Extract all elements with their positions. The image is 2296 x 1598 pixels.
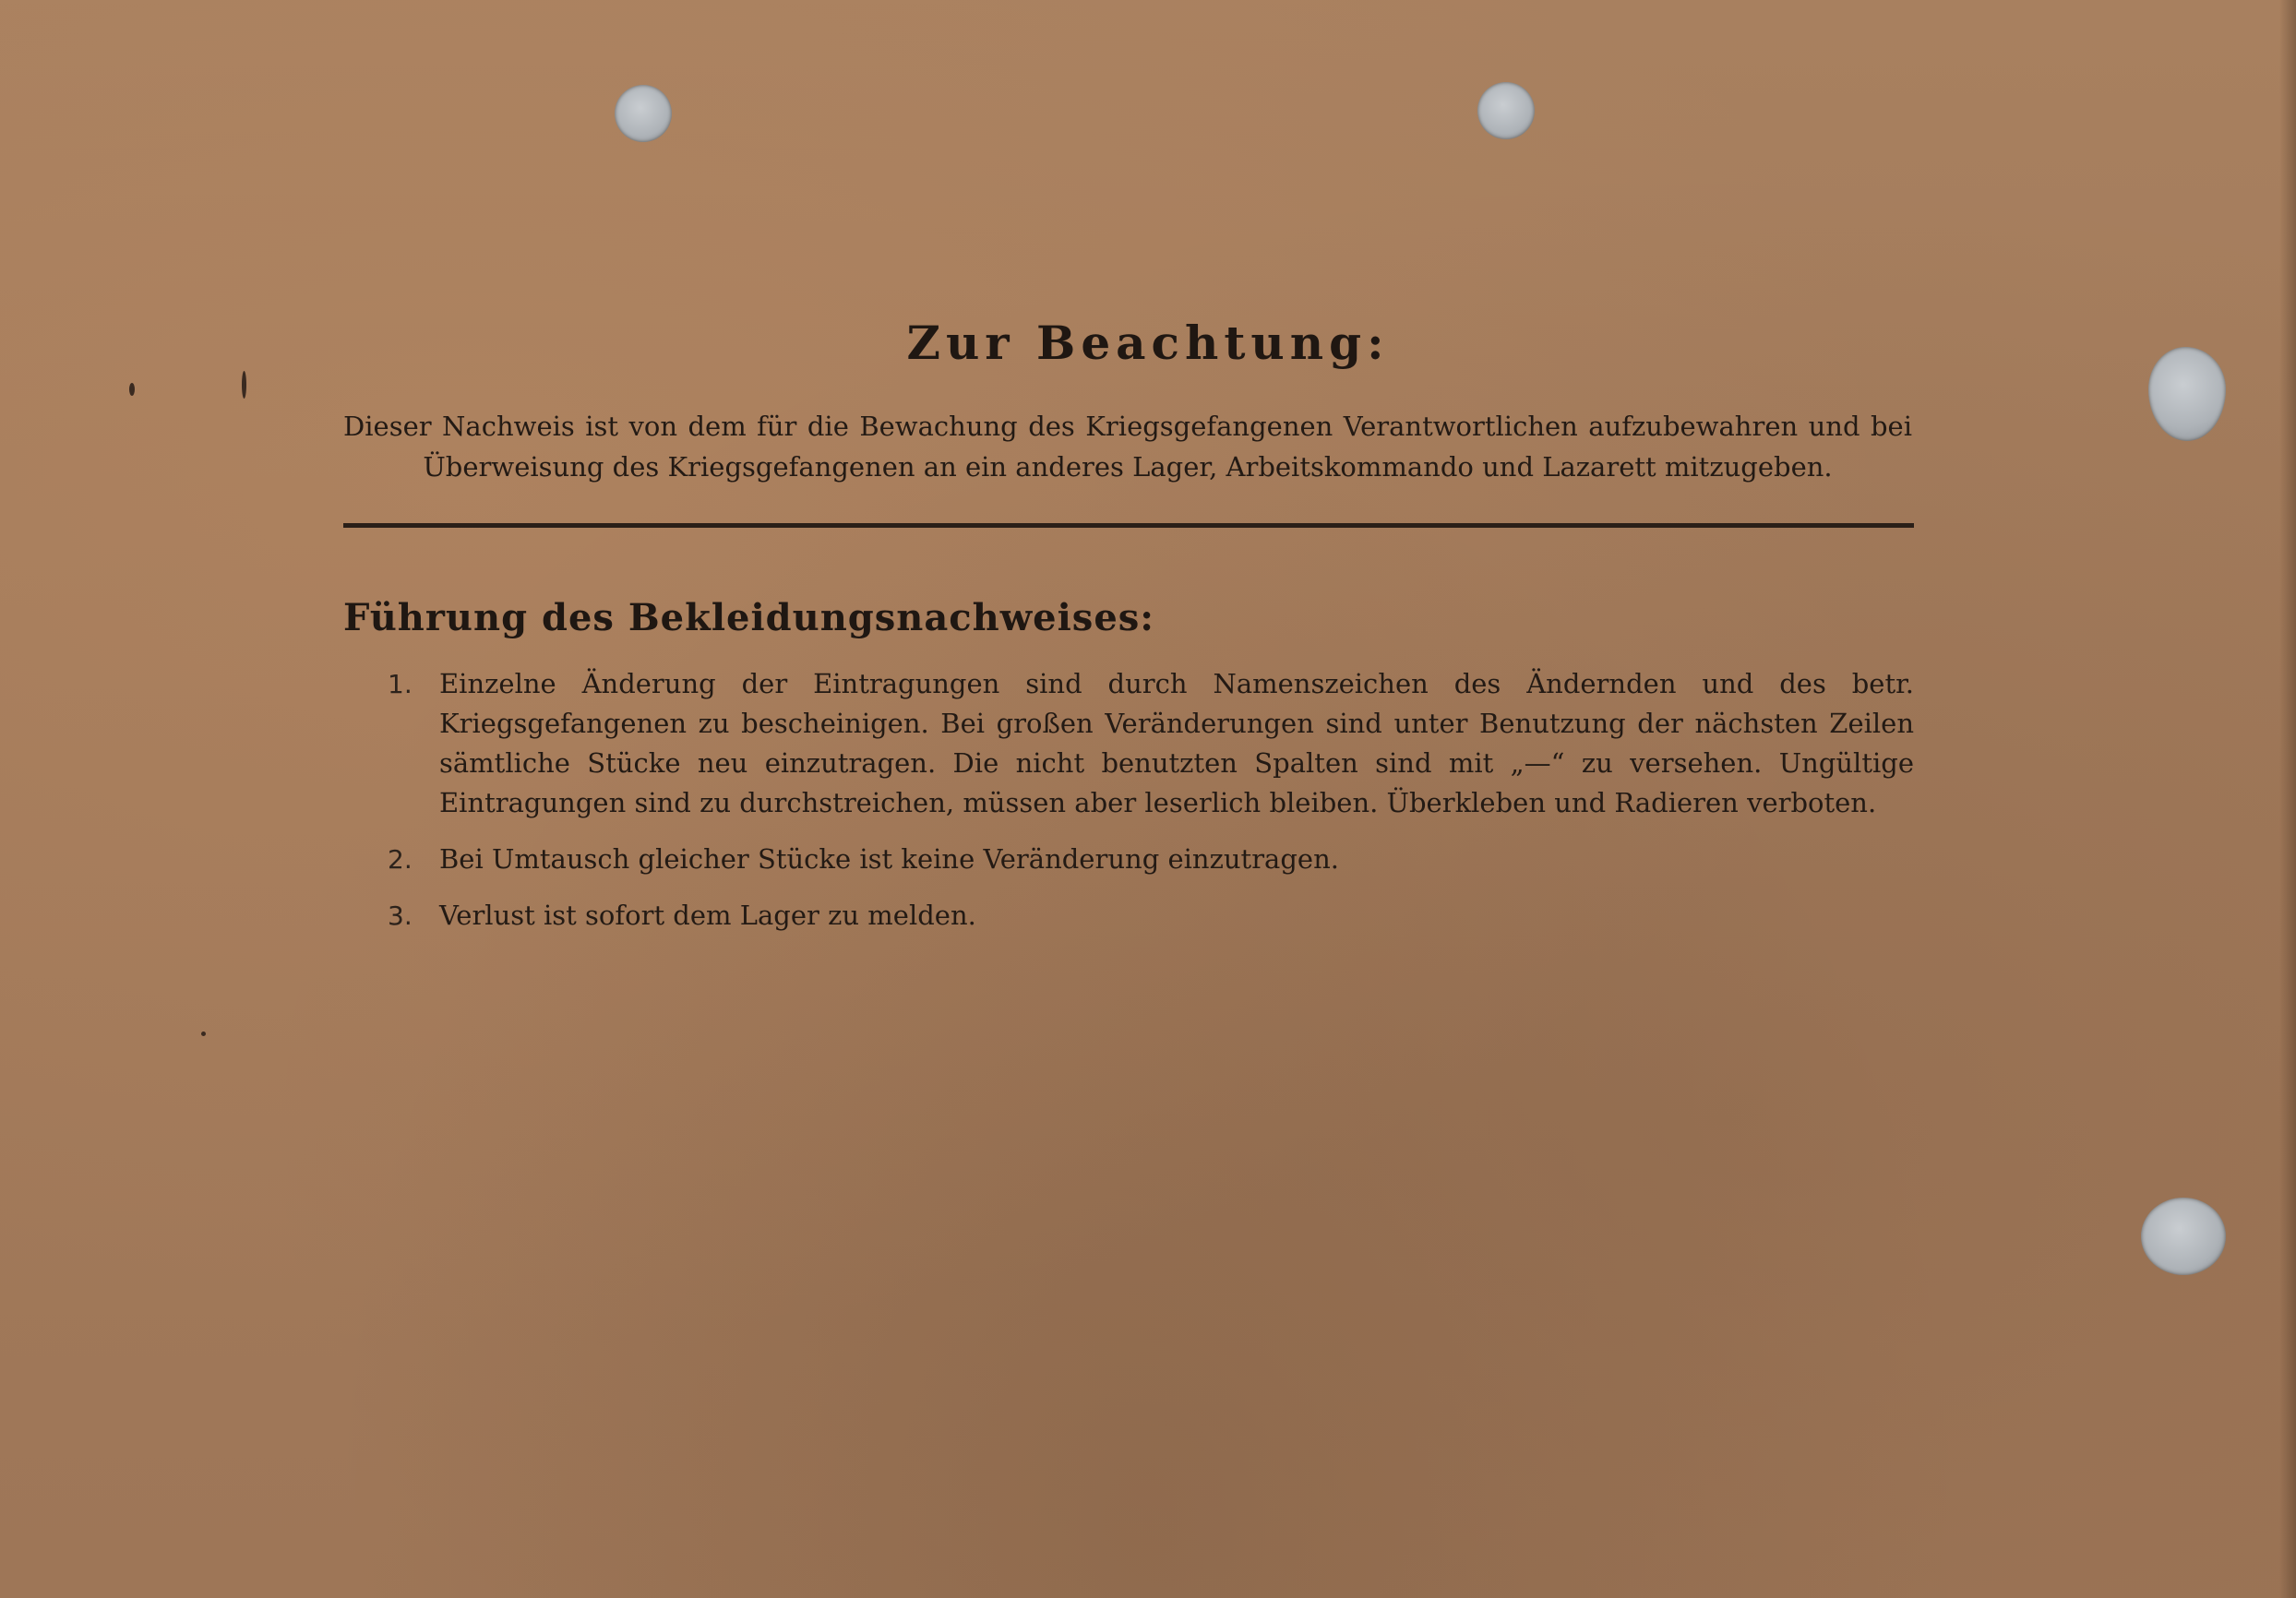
list-item-text: Verlust ist sofort dem Lager zu melden.: [439, 900, 976, 931]
list-item-text: Einzelne Änderung der Eintragungen sind durch Namenszeichen des Ändernden und des betr. Kriegsgefangenen zu bescheinigen. Bei großen Veränderungen sind unter Benutzung der nächsten Zeilen sämtliche Stücke neu einzutragen. Die nicht benutzten Spalten sind mit „—“ zu versehen. Ungültige Eintragungen sind zu durchstreichen, müssen aber leserlich bleiben. Überkleben und Radieren verboten.: [439, 668, 1914, 818]
punch-hole: [2141, 1198, 2226, 1275]
list-item: [388, 840, 1914, 879]
paper-edge-shadow: [2279, 0, 2296, 1598]
punch-hole: [615, 85, 672, 142]
ink-speck: [201, 1032, 206, 1036]
instructions-list: [388, 664, 1914, 952]
list-item: [388, 664, 1914, 823]
list-item: [388, 896, 1914, 936]
punch-hole: [1477, 82, 1535, 139]
list-item-text: Bei Umtausch gleicher Stücke ist keine Veränderung einzutragen.: [439, 843, 1339, 875]
list-item-number: 1.: [388, 669, 413, 699]
notice-paragraph: Dieser Nachweis ist von dem für die Bewachung des Kriegsgefangenen Verantwortlichen aufzubewahren und bei Überweisung des Kriegsgefangenen an ein anderes Lager, Arbeitskommando und Lazarett mitzugeben.: [343, 411, 1912, 483]
notice-heading: Zur Beachtung:: [906, 316, 1390, 370]
ink-speck: [129, 383, 135, 396]
ink-speck: [242, 371, 246, 399]
divider-rule: [343, 523, 1914, 528]
list-item-number: 3.: [388, 900, 413, 931]
instructions-heading: Führung des Bekleidungsnachweises:: [343, 596, 1155, 639]
list-item-number: 2.: [388, 844, 413, 875]
